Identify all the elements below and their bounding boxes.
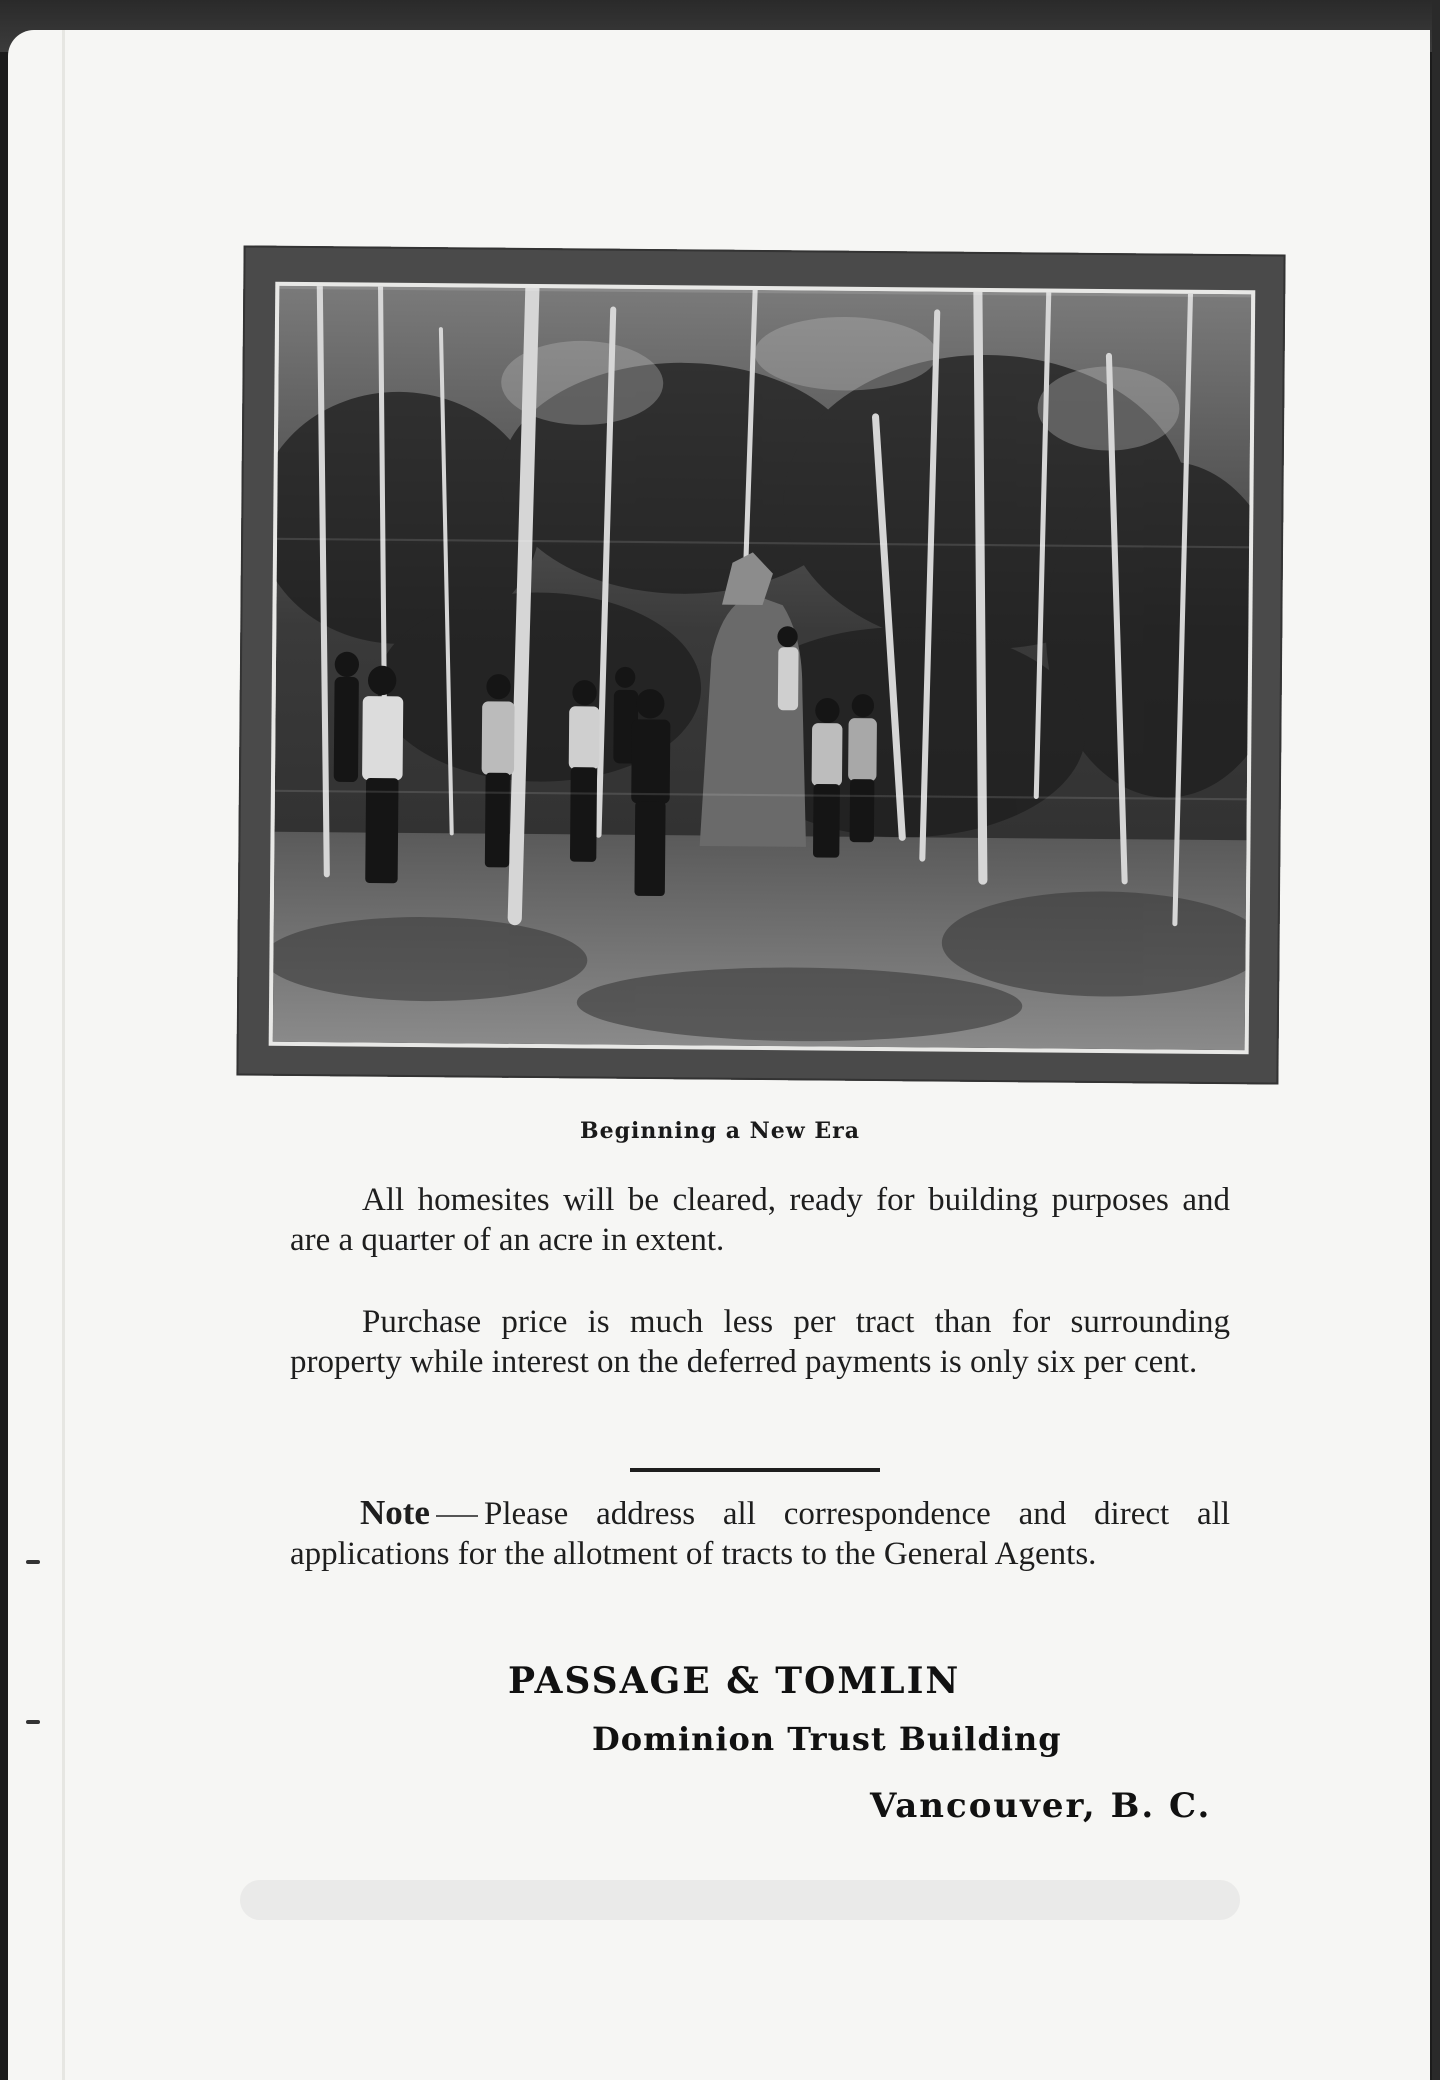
- agent-city: Vancouver, B. C.: [870, 1786, 1212, 1826]
- agent-building: Dominion Trust Building: [592, 1720, 1062, 1758]
- page-fold-line: [62, 30, 65, 2080]
- scan-background-edge: [1432, 0, 1440, 2080]
- agent-company-name: PASSAGE & TOMLIN: [508, 1660, 961, 1702]
- note-label: Note: [360, 1493, 430, 1532]
- note-dash: [436, 1515, 478, 1517]
- section-divider: [630, 1468, 880, 1472]
- photo-caption: Beginning a New Era: [580, 1118, 860, 1144]
- photograph: [269, 282, 1256, 1055]
- binding-mark: [26, 1560, 40, 1564]
- note-text: Please address all correspondence and direct all applications for the allotment of tracts to the General Agents.: [290, 1496, 1230, 1572]
- photograph-frame: [236, 245, 1285, 1084]
- paragraph-homesites: All homesites will be cleared, ready for building purposes and are a quarter of an acre in extent.: [290, 1182, 1230, 1258]
- note-paragraph: [290, 1493, 1230, 1574]
- binding-mark: [26, 1720, 40, 1724]
- forest-clearing-photo: [273, 286, 1252, 1050]
- paragraph-purchase-price: Purchase price is much less per tract than for surrounding property while interest on the deferred payments is only six per cent.: [290, 1304, 1230, 1380]
- page-smudge: [240, 1880, 1240, 1920]
